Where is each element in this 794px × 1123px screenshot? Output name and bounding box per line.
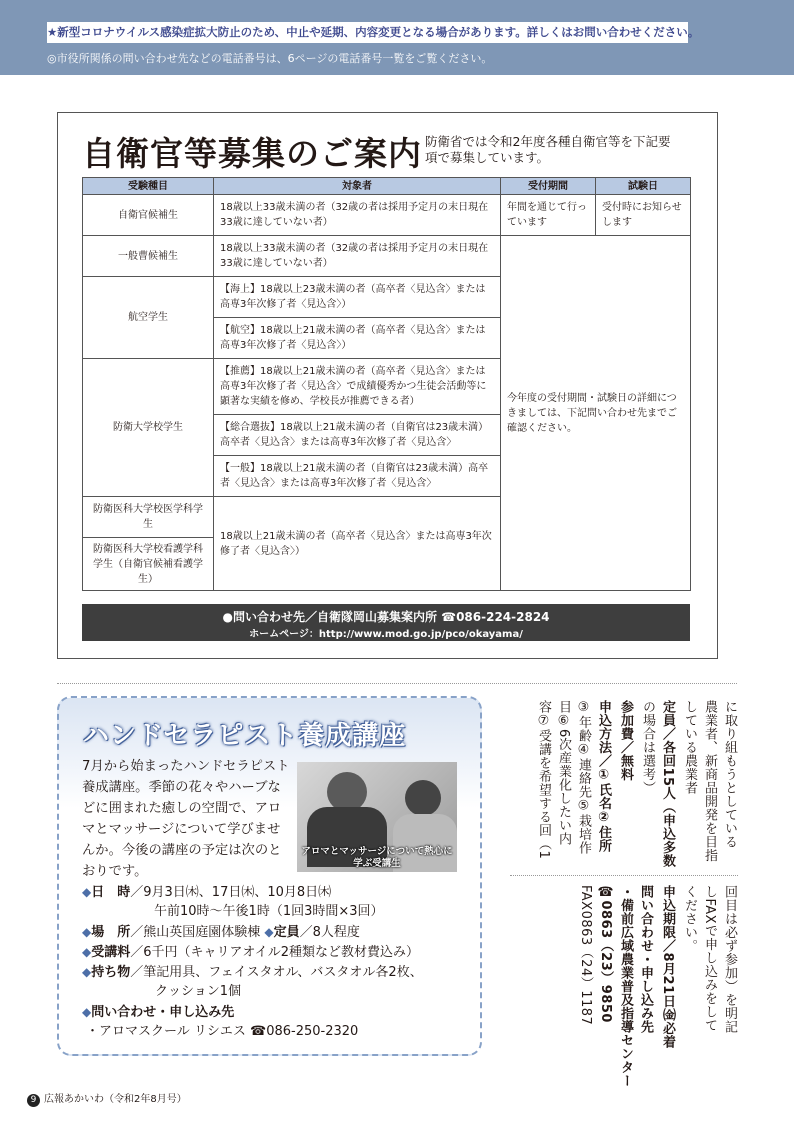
- page-number: 9: [27, 1094, 40, 1107]
- period-cell: 年間を通じて行っています: [501, 195, 596, 236]
- exam-cell: 受付時にお知らせします: [596, 195, 691, 236]
- table-row: [83, 195, 691, 236]
- class-photo: [297, 762, 457, 872]
- vertical-line: 申込期限／8月21日㈮必着: [660, 885, 675, 1049]
- vertical-lower: [510, 885, 738, 1088]
- vertical-line: 問い合わせ・申し込み先: [638, 885, 653, 1034]
- vertical-line: している農業者: [682, 700, 697, 795]
- fee-value: ／6千円（キャリアオイル2種類など教材費込み）: [130, 945, 420, 960]
- diamond-icon: ◆: [82, 965, 92, 979]
- items-value: ／筆記用具、フェイスタオル、バスタオル各2枚、: [130, 965, 423, 980]
- fee-row: [82, 942, 419, 963]
- vertical-line: 目⑥6次産業化したい内: [556, 700, 571, 846]
- capacity-value: ／8人程度: [299, 925, 360, 940]
- place-row: [82, 922, 360, 943]
- table-row: [83, 236, 691, 277]
- recruit-contact: ●問い合わせ先／自衛隊岡山募集案内所 ☎086-224-2824: [222, 610, 550, 624]
- date-label: 日 時: [91, 885, 131, 900]
- hand-intro: 7月から始まったハンドセラピスト養成講座。季節の花々やハーブなどに囲まれた癒しの空間で、アロマとマッサージについて学びませんか。今後の講座の予定は次のとおりです。: [82, 759, 290, 879]
- fee-label: 受講料: [91, 945, 131, 960]
- col-header-target: 対象者: [214, 178, 501, 195]
- diamond-icon: ◆: [82, 885, 92, 899]
- vertical-line: FAX0863（24）1187: [578, 885, 593, 1026]
- type-cell: 自衛官候補生: [83, 195, 214, 236]
- recruit-homepage[interactable]: ホームページ：http://www.mod.go.jp/pco/okayama/: [249, 629, 523, 640]
- diamond-icon: ◆: [82, 925, 92, 939]
- inquiry-value: ・アロマスクール リシエス ☎086-250-2320: [86, 1024, 359, 1039]
- target-cell: 18歳以上33歳未満の者（32歳の者は採用予定月の末日現在33歳に達していない者）: [214, 236, 501, 277]
- target-cell: 【航空】18歳以上21歳未満の者（高卒者〈見込含〉または高専3年次修了者〈見込含〉）: [214, 318, 501, 359]
- hand-title: ハンドセラピスト養成講座: [83, 721, 407, 751]
- place-value: ／熊山英国庭園体験棟: [130, 925, 261, 940]
- target-cell: 【総合選抜】18歳以上21歳未満の者（自衛官は23歳未満）高卒者〈見込含〉または高専3年次修了者〈見込含〉: [214, 415, 501, 456]
- inquiry-row: [82, 1002, 234, 1023]
- col-header-exam: 試験日: [596, 178, 691, 195]
- date-row: [82, 882, 331, 903]
- items-label: 持ち物: [91, 965, 131, 980]
- vertical-line: ③年齢④連絡先⑤栽培作: [576, 700, 591, 855]
- diamond-icon: ◆: [82, 945, 92, 959]
- recruit-table: [82, 177, 691, 591]
- target-cell: 【海上】18歳以上23歳未満の者（高卒者〈見込含〉または高専3年次修了者〈見込含〉）: [214, 277, 501, 318]
- col-header-type: 受験種目: [83, 178, 214, 195]
- vertical-line: ください。: [682, 885, 697, 953]
- recruit-title: 自衛官等募集のご案内: [82, 134, 422, 173]
- target-cell: 【推薦】18歳以上21歳未満の者（高卒者〈見込含〉または高専3年次修了者〈見込含〉で成績優秀かつ生徒会活動等に顕著な実績を修め、学校長が推薦できる者）: [214, 359, 501, 415]
- footer: [27, 1090, 187, 1107]
- items-value-2: クッション1個: [155, 984, 242, 999]
- target-cell: 18歳以上21歳未満の者（高卒者〈見込含〉または高専3年次修了者〈見込含〉）: [214, 497, 501, 591]
- other-period-cell: 今年度の受付期間・試験日の詳細につきましては、下記問い合わせ先までご確認ください。: [501, 236, 691, 591]
- target-cell: 【一般】18歳以上21歳未満の者（自衛官は23歳未満）高卒者〈見込含〉または高専3年次修了者〈見込含〉: [214, 456, 501, 497]
- vertical-line: ☎0863（23）9850: [598, 885, 613, 1023]
- diamond-icon: ◆: [82, 1005, 92, 1019]
- type-cell: 防衛大学校学生: [83, 359, 214, 497]
- col-header-period: 受付期間: [501, 178, 596, 195]
- vertical-line: の場合は選考）: [640, 700, 655, 795]
- type-cell: 一般曹候補生: [83, 236, 214, 277]
- table-header-row: [83, 178, 691, 195]
- target-cell: 18歳以上33歳未満の者（32歳の者は採用予定月の末日現在33歳に達していない者）: [214, 195, 501, 236]
- inquiry-label: 問い合わせ・申し込み先: [91, 1005, 235, 1020]
- vertical-line: 回目は必ず参加）を明記: [722, 885, 737, 1034]
- publication-name: 広報あかいわ（令和2年8月号）: [44, 1094, 187, 1105]
- vertical-line: ・備前広域農業普及指導センター: [618, 885, 633, 1088]
- photo-caption: アロマとマッサージについて熱心に学ぶ受講生: [301, 846, 453, 869]
- phone-list-note: ◎市役所関係の問い合わせ先などの電話番号は、6ページの電話番号一覧をご覧ください。: [47, 52, 493, 65]
- recruit-contact-bar: [82, 604, 690, 641]
- capacity-label: 定員: [273, 925, 300, 940]
- vertical-line: 定員／各回15人（申込多数: [660, 700, 675, 868]
- vertical-line: 申込方法／①氏名②住所: [596, 700, 611, 853]
- vertical-divider: [510, 875, 738, 876]
- items-row: [82, 962, 423, 983]
- type-cell: 防衛医科大学校看護学科学生（自衛官候補看護学生）: [83, 538, 214, 591]
- diamond-icon: ◆: [264, 925, 274, 939]
- vertical-line: 農業者、新商品開発を目指: [702, 700, 717, 862]
- vertical-upper: [510, 700, 738, 870]
- date-value: ／9月3日㈭、17日㈭、10月8日㈭: [130, 885, 332, 900]
- vertical-line: に取り組もうとしている: [722, 700, 737, 849]
- type-cell: 防衛医科大学校医学科学生: [83, 497, 214, 538]
- type-cell: 航空学生: [83, 277, 214, 359]
- vertical-line: しFAXで申し込みをして: [702, 885, 717, 1033]
- section-divider: [57, 683, 737, 684]
- vertical-line: 容⑦受講を希望する回（1: [536, 700, 551, 860]
- covid-notice: ★新型コロナウイルス感染症拡大防止のため、中止や延期、内容変更となる場合があります。詳しくはお問い合わせください。: [47, 22, 688, 43]
- vertical-line: 参加費／無料: [618, 700, 633, 781]
- place-label: 場 所: [91, 925, 131, 940]
- recruit-intro: 防衛省では令和2年度各種自衛官等を下記要項で募集しています。: [425, 134, 671, 165]
- time-value: 午前10時～午後1時（1回3時間×3回）: [154, 904, 384, 919]
